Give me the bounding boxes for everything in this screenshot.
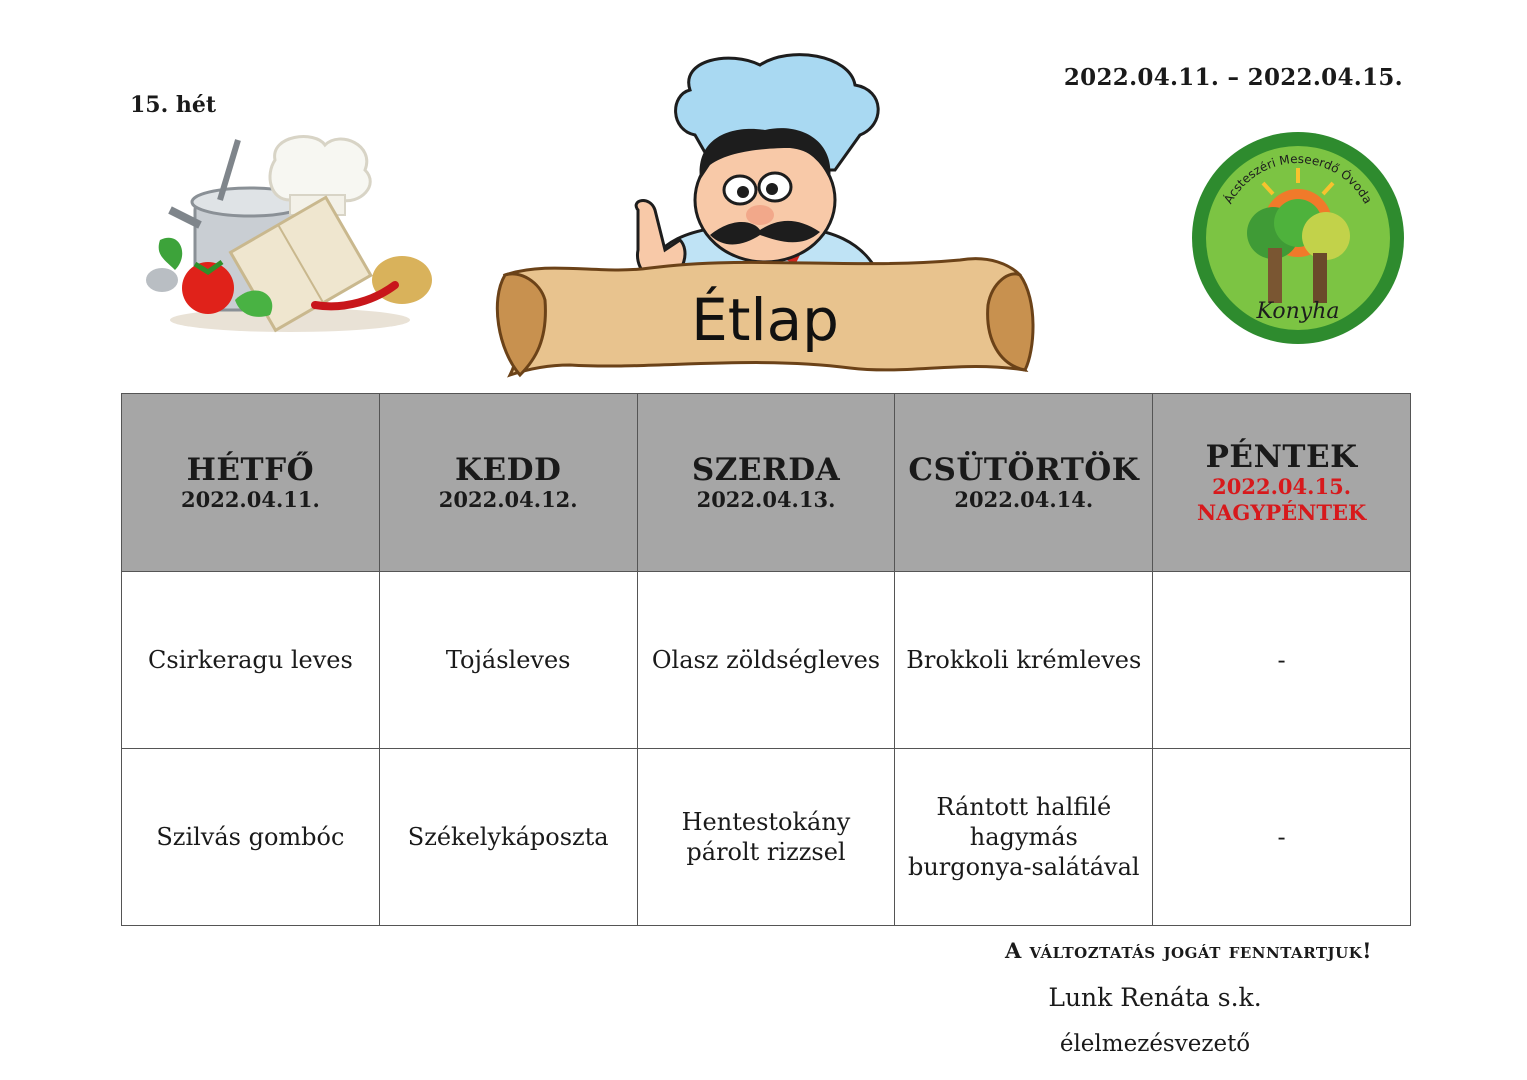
logo-text-top: Ácsteszéri Meseerdő Óvoda (1221, 151, 1375, 207)
soup-cell: - (1153, 572, 1411, 749)
logo-text-bottom: Konyha (1256, 299, 1340, 324)
banner-title: Étlap (691, 286, 839, 354)
soup-cell: Csirkeragu leves (122, 572, 380, 749)
holiday-note: NAGYPÉNTEK (1196, 499, 1367, 525)
date-range: 2022.04.11. – 2022.04.15. (1063, 64, 1403, 91)
soup-cell: Brokkoli krémleves (895, 572, 1153, 749)
cooking-illustration (140, 130, 440, 340)
day-name: CSÜTÖRTÖK (908, 451, 1140, 488)
main-course-cell: Rántott halfilé hagymás burgonya-salátával (895, 749, 1153, 926)
table-header-row (122, 394, 1411, 572)
signature: Lunk Renáta s.k. (1048, 983, 1262, 1012)
header-cell-tuesday (379, 394, 637, 572)
main-course-cell: Szilvás gombóc (122, 749, 380, 926)
day-date: 2022.04.12. (438, 486, 578, 512)
header-cell-friday (1153, 394, 1411, 572)
kitchen-logo (1188, 128, 1408, 348)
soup-row (122, 572, 1411, 749)
header-cell-monday (122, 394, 380, 572)
day-date: 2022.04.11. (180, 486, 320, 512)
main-course-row (122, 749, 1411, 926)
day-name: SZERDA (691, 451, 841, 488)
day-date: 2022.04.13. (696, 486, 836, 512)
signature-role: élelmezésvezető (1059, 1031, 1251, 1057)
change-notice: A változtatás jogát fenntartjuk! (1004, 938, 1372, 963)
chef-illustration (490, 50, 1040, 385)
soup-cell: Olasz zöldségleves (637, 572, 895, 749)
main-course-cell: Székelykáposzta (379, 749, 637, 926)
header-cell-thursday (895, 394, 1153, 572)
day-name: PÉNTEK (1205, 438, 1358, 475)
day-date: 2022.04.14. (954, 486, 1094, 512)
header-cell-wednesday (637, 394, 895, 572)
soup-cell: Tojásleves (379, 572, 637, 749)
day-name: KEDD (455, 451, 562, 488)
main-course-cell: Hentestokány párolt rizzsel (637, 749, 895, 926)
weekly-menu-table (121, 393, 1411, 926)
main-course-cell: - (1153, 749, 1411, 926)
day-date: 2022.04.15. (1212, 473, 1351, 499)
week-number: 15. hét (130, 92, 217, 118)
day-name: HÉTFŐ (186, 451, 315, 488)
